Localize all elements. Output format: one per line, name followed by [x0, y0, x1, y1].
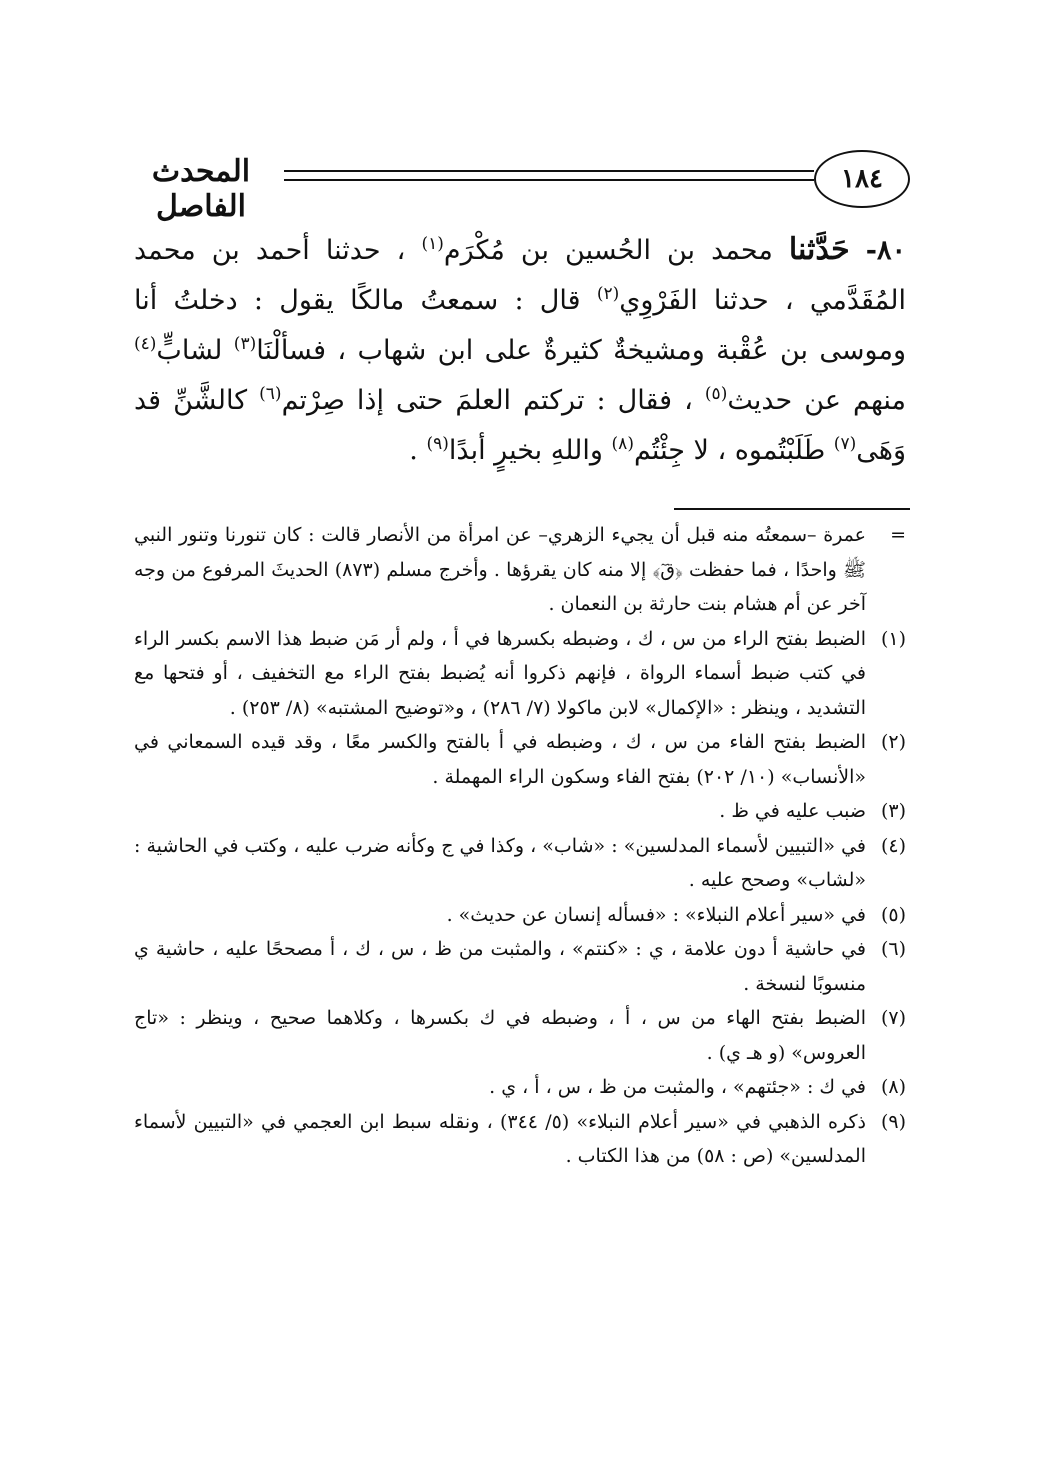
footnote-text: عمرة –سمعتُه منه قبل أن يجيء الزهري– عن امرأة من الأنصار قالت : كان تنورنا وتنور النبي ﷺ واحدًا ، فما حفظت ﴿قٓ﴾ إلا منه كان يقرؤها . وأخرج مسلم (٨٧٣) الحديثَ المرفوع من وجه آخر عن أم هشام بنت حارثة بن النعمان . — [134, 524, 866, 615]
footnote-continued — [134, 518, 906, 622]
hadith-text — [134, 225, 906, 476]
footnote-6 — [134, 932, 906, 1001]
footnote-text: في حاشية أ دون علامة ، ي : «كنتم» ، والمثبت من ظ ، س ، ك ، أ مصححًا عليه ، حاشية ي منسوبًا لنسخة . — [134, 938, 866, 995]
footnote-text: ضبب عليه في ظ . — [719, 800, 866, 822]
hadith-segment: قال : سمعتُ مالكًا يقول : دخلتُ أنا وموسى بن عُقْبة ومشيخةٌ كثيرةٌ على ابن شهاب ، فسألْنَا — [134, 285, 906, 366]
hadith-segment: ، حدثنا أحمد بن محمد المُقَدَّمي ، حدثنا الفَرْوِي — [134, 235, 906, 316]
page-number: ١٨٤ — [814, 150, 910, 208]
footnote-ref: (٦) — [259, 384, 282, 404]
footnote-marker: (٤) — [880, 834, 906, 857]
hadith-segment: محمد بن الحُسين بن مُكْرَم — [443, 235, 773, 266]
hadith-segment: كالشَّنِّ قد وَهَى — [134, 385, 906, 466]
footnote-marker: (٨) — [880, 1076, 906, 1098]
footnote-5 — [134, 898, 906, 933]
footnotes — [134, 518, 906, 1174]
footnote-2 — [134, 725, 906, 794]
hadith-segment: لشابٍّ — [156, 335, 223, 366]
footnote-3 — [134, 794, 906, 829]
footnote-text: الضبط بفتح الفاء من س ، ك ، وضبطه في أ بالفتح والكسر معًا ، وقد قيده السمعاني في «الأنساب» (١٠/ ٢٠٢) بفتح الفاء وسكون الراء المهملة . — [134, 731, 866, 788]
footnote-text: الضبط بفتح الراء من س ، ك ، وضبطه بكسرها في أ ، ولم أر مَن ضبط هذا الاسم بكسر الراء في كتب ضبط أسماء الرواة ، فإنهم ذكروا أنه يُضبط بفتح الراء مع التخفيف ، أو فتحها مع التشديد ، وينظر : «الإكمال» لابن ماكولا (٧/ ٢٨٦) ، و«توضيح المشتبه» (٨/ ٢٥٣) . — [134, 627, 866, 719]
footnote-separator — [674, 508, 910, 510]
footnote-marker: (٦) — [880, 938, 906, 960]
footnote-marker: (٣) — [880, 800, 906, 822]
footnote-ref: (٢) — [596, 284, 620, 304]
book-title: المحدث الفاصل — [151, 154, 251, 224]
footnote-ref: (٨) — [611, 434, 634, 454]
footnote-ref: (٤) — [134, 334, 157, 354]
footnote-ref: (٩) — [426, 434, 449, 454]
hadith-segment: منهم عن حديث — [727, 385, 907, 416]
footnote-ref: (٧) — [833, 434, 857, 454]
footnote-ref: (١) — [421, 234, 444, 254]
footnote-text: في «سير أعلام النبلاء» : «فسأله إنسان عن حديث» . — [446, 903, 866, 926]
footnote-8 — [134, 1070, 906, 1105]
footnote-marker: (٩) — [880, 1110, 906, 1133]
footnote-text: في «التبيين لأسماء المدلسين» : «شاب» ، وكذا في ج وكأنه ضرب عليه ، وكتب في الحاشية : «لشاب» وصحح عليه . — [134, 834, 866, 891]
hadith-segment: واللهِ بخيرٍ أبدًا — [448, 435, 603, 466]
hadith-number: ٨٠- — [865, 235, 906, 266]
footnote-text: الضبط بفتح الهاء من س ، أ ، وضبطه في ك بكسرها ، وكلاهما صحيح ، وينظر : «تاج العروس» (و هـ ي) . — [134, 1007, 866, 1064]
footnote-1 — [134, 622, 906, 726]
hadith-segment: ، فقال : تركتم العلمَ حتى إذا صِرْتم — [281, 385, 693, 416]
footnote-7 — [134, 1001, 906, 1070]
footnote-text: في ك : «جئتهم» ، والمثبت من ظ ، س ، أ ، ي . — [489, 1076, 866, 1098]
footnote-marker: (٢) — [880, 731, 906, 753]
footnote-text: ذكره الذهبي في «سير أعلام النبلاء» (٥/ ٣٤٤) ، ونقله سبط ابن العجمي في «التبيين لأسماء المدلسين» (ص : ٥٨) من هذا الكتاب . — [134, 1110, 866, 1167]
footnote-ref: (٥) — [704, 384, 728, 404]
header-rule — [284, 170, 814, 181]
footnote-4 — [134, 829, 906, 898]
footnote-marker: (١) — [880, 627, 906, 650]
footnote-marker: (٧) — [880, 1007, 906, 1029]
footnote-9 — [134, 1105, 906, 1174]
page-header — [120, 150, 910, 222]
footnote-ref: (٣) — [233, 334, 257, 354]
hadith-segment: طَلَبْتُموه ، لا جِئْتُم — [633, 435, 826, 466]
footnote-marker: (٥) — [880, 903, 906, 926]
hadith-segment: . — [409, 435, 418, 466]
haddathana-word: حَدَّثنا — [788, 232, 850, 267]
footnote-marker: = — [890, 524, 906, 546]
